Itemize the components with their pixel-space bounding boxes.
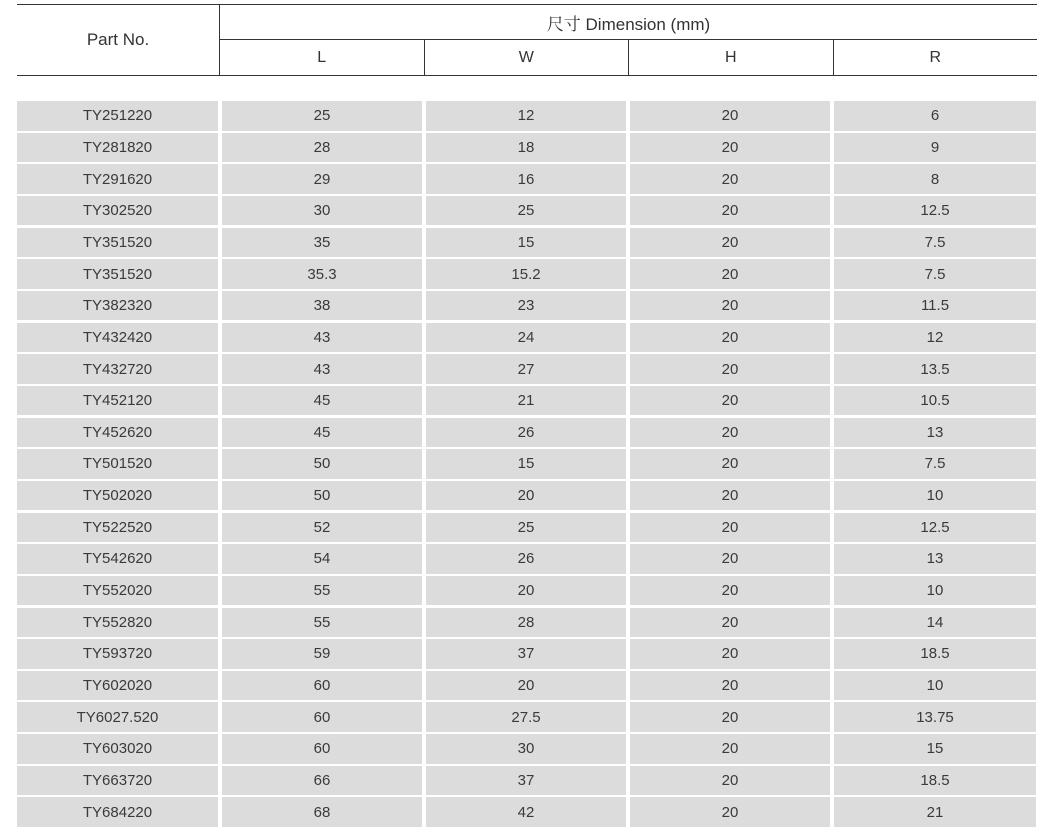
length-cell: 50 — [222, 449, 422, 479]
width-cell: 26 — [426, 418, 626, 448]
height-cell: 20 — [630, 639, 830, 669]
table-header — [17, 4, 1037, 76]
width-cell: 28 — [426, 608, 626, 638]
width-cell: 27 — [426, 354, 626, 384]
length-cell: 52 — [222, 513, 422, 543]
table-body — [17, 101, 1037, 829]
dimension-subheaders — [220, 40, 1037, 75]
width-cell: 37 — [426, 639, 626, 669]
length-cell: 35.3 — [222, 259, 422, 289]
table-row — [17, 639, 1037, 669]
table-row — [17, 354, 1037, 384]
table-row — [17, 323, 1037, 353]
length-cell: 30 — [222, 196, 422, 226]
width-cell: 15 — [426, 449, 626, 479]
part-number-cell: TY552020 — [17, 576, 218, 606]
table-row — [17, 544, 1037, 574]
height-cell: 20 — [630, 576, 830, 606]
height-cell: 20 — [630, 196, 830, 226]
radius-cell: 7.5 — [834, 228, 1036, 258]
width-cell: 25 — [426, 513, 626, 543]
part-number-cell: TY302520 — [17, 196, 218, 226]
table-row — [17, 797, 1037, 827]
length-cell: 50 — [222, 481, 422, 511]
radius-cell: 7.5 — [834, 449, 1036, 479]
part-no-header: Part No. — [17, 5, 220, 75]
height-cell: 20 — [630, 291, 830, 321]
part-number-cell: TY351520 — [17, 228, 218, 258]
length-cell: 66 — [222, 766, 422, 796]
radius-cell: 8 — [834, 164, 1036, 194]
table-row — [17, 671, 1037, 701]
length-cell: 45 — [222, 418, 422, 448]
height-cell: 20 — [630, 418, 830, 448]
radius-cell: 18.5 — [834, 766, 1036, 796]
height-cell: 20 — [630, 608, 830, 638]
radius-cell: 9 — [834, 133, 1036, 163]
column-header-w: W — [425, 40, 630, 75]
part-number-cell: TY522520 — [17, 513, 218, 543]
table-row — [17, 702, 1037, 732]
radius-cell: 10 — [834, 576, 1036, 606]
length-cell: 28 — [222, 133, 422, 163]
radius-cell: 10 — [834, 671, 1036, 701]
radius-cell: 11.5 — [834, 291, 1036, 321]
length-cell: 60 — [222, 702, 422, 732]
length-cell: 60 — [222, 734, 422, 764]
part-number-cell: TY552820 — [17, 608, 218, 638]
width-cell: 21 — [426, 386, 626, 416]
part-number-cell: TY6027.520 — [17, 702, 218, 732]
height-cell: 20 — [630, 671, 830, 701]
table-row — [17, 133, 1037, 163]
radius-cell: 12.5 — [834, 513, 1036, 543]
table-row — [17, 734, 1037, 764]
height-cell: 20 — [630, 323, 830, 353]
width-cell: 16 — [426, 164, 626, 194]
width-cell: 20 — [426, 671, 626, 701]
table-row — [17, 481, 1037, 511]
part-number-cell: TY382320 — [17, 291, 218, 321]
length-cell: 43 — [222, 323, 422, 353]
radius-cell: 15 — [834, 734, 1036, 764]
radius-cell: 13 — [834, 544, 1036, 574]
table-row — [17, 291, 1037, 321]
table-row — [17, 418, 1037, 448]
radius-cell: 18.5 — [834, 639, 1036, 669]
width-cell: 30 — [426, 734, 626, 764]
radius-cell: 21 — [834, 797, 1036, 827]
height-cell: 20 — [630, 133, 830, 163]
radius-cell: 6 — [834, 101, 1036, 131]
table-row — [17, 513, 1037, 543]
width-cell: 15.2 — [426, 259, 626, 289]
length-cell: 43 — [222, 354, 422, 384]
radius-cell: 12.5 — [834, 196, 1036, 226]
height-cell: 20 — [630, 259, 830, 289]
part-number-cell: TY502020 — [17, 481, 218, 511]
part-number-cell: TY351520 — [17, 259, 218, 289]
width-cell: 24 — [426, 323, 626, 353]
height-cell: 20 — [630, 702, 830, 732]
width-cell: 27.5 — [426, 702, 626, 732]
dimension-header: 尺寸 Dimension (mm) — [220, 5, 1037, 40]
length-cell: 45 — [222, 386, 422, 416]
height-cell: 20 — [630, 481, 830, 511]
table-row — [17, 576, 1037, 606]
radius-cell: 13.5 — [834, 354, 1036, 384]
table-row — [17, 608, 1037, 638]
length-cell: 54 — [222, 544, 422, 574]
table-row — [17, 101, 1037, 131]
length-cell: 55 — [222, 608, 422, 638]
length-cell: 60 — [222, 671, 422, 701]
part-number-cell: TY452620 — [17, 418, 218, 448]
part-number-cell: TY281820 — [17, 133, 218, 163]
part-number-cell: TY542620 — [17, 544, 218, 574]
table-row — [17, 196, 1037, 226]
radius-cell: 10 — [834, 481, 1036, 511]
radius-cell: 13.75 — [834, 702, 1036, 732]
length-cell: 25 — [222, 101, 422, 131]
width-cell: 15 — [426, 228, 626, 258]
part-number-cell: TY251220 — [17, 101, 218, 131]
part-number-cell: TY432420 — [17, 323, 218, 353]
length-cell: 55 — [222, 576, 422, 606]
height-cell: 20 — [630, 354, 830, 384]
height-cell: 20 — [630, 544, 830, 574]
column-header-l: L — [220, 40, 425, 75]
width-cell: 26 — [426, 544, 626, 574]
width-cell: 20 — [426, 481, 626, 511]
width-cell: 42 — [426, 797, 626, 827]
height-cell: 20 — [630, 734, 830, 764]
radius-cell: 12 — [834, 323, 1036, 353]
part-number-cell: TY501520 — [17, 449, 218, 479]
height-cell: 20 — [630, 449, 830, 479]
height-cell: 20 — [630, 386, 830, 416]
radius-cell: 13 — [834, 418, 1036, 448]
height-cell: 20 — [630, 164, 830, 194]
table-row — [17, 259, 1037, 289]
length-cell: 59 — [222, 639, 422, 669]
length-cell: 35 — [222, 228, 422, 258]
part-number-cell: TY602020 — [17, 671, 218, 701]
height-cell: 20 — [630, 101, 830, 131]
table-row — [17, 449, 1037, 479]
part-number-cell: TY684220 — [17, 797, 218, 827]
width-cell: 20 — [426, 576, 626, 606]
table-row — [17, 386, 1037, 416]
height-cell: 20 — [630, 228, 830, 258]
radius-cell: 10.5 — [834, 386, 1036, 416]
column-header-h: H — [629, 40, 834, 75]
part-number-cell: TY452120 — [17, 386, 218, 416]
width-cell: 18 — [426, 133, 626, 163]
length-cell: 38 — [222, 291, 422, 321]
part-number-cell: TY291620 — [17, 164, 218, 194]
part-number-cell: TY593720 — [17, 639, 218, 669]
length-cell: 29 — [222, 164, 422, 194]
width-cell: 37 — [426, 766, 626, 796]
table-row — [17, 766, 1037, 796]
width-cell: 23 — [426, 291, 626, 321]
height-cell: 20 — [630, 797, 830, 827]
part-number-cell: TY432720 — [17, 354, 218, 384]
width-cell: 25 — [426, 196, 626, 226]
part-number-cell: TY603020 — [17, 734, 218, 764]
length-cell: 68 — [222, 797, 422, 827]
height-cell: 20 — [630, 513, 830, 543]
radius-cell: 14 — [834, 608, 1036, 638]
column-header-r: R — [929, 48, 942, 66]
width-cell: 12 — [426, 101, 626, 131]
part-number-cell: TY663720 — [17, 766, 218, 796]
radius-cell: 7.5 — [834, 259, 1036, 289]
table-row — [17, 164, 1037, 194]
table-row — [17, 228, 1037, 258]
height-cell: 20 — [630, 766, 830, 796]
